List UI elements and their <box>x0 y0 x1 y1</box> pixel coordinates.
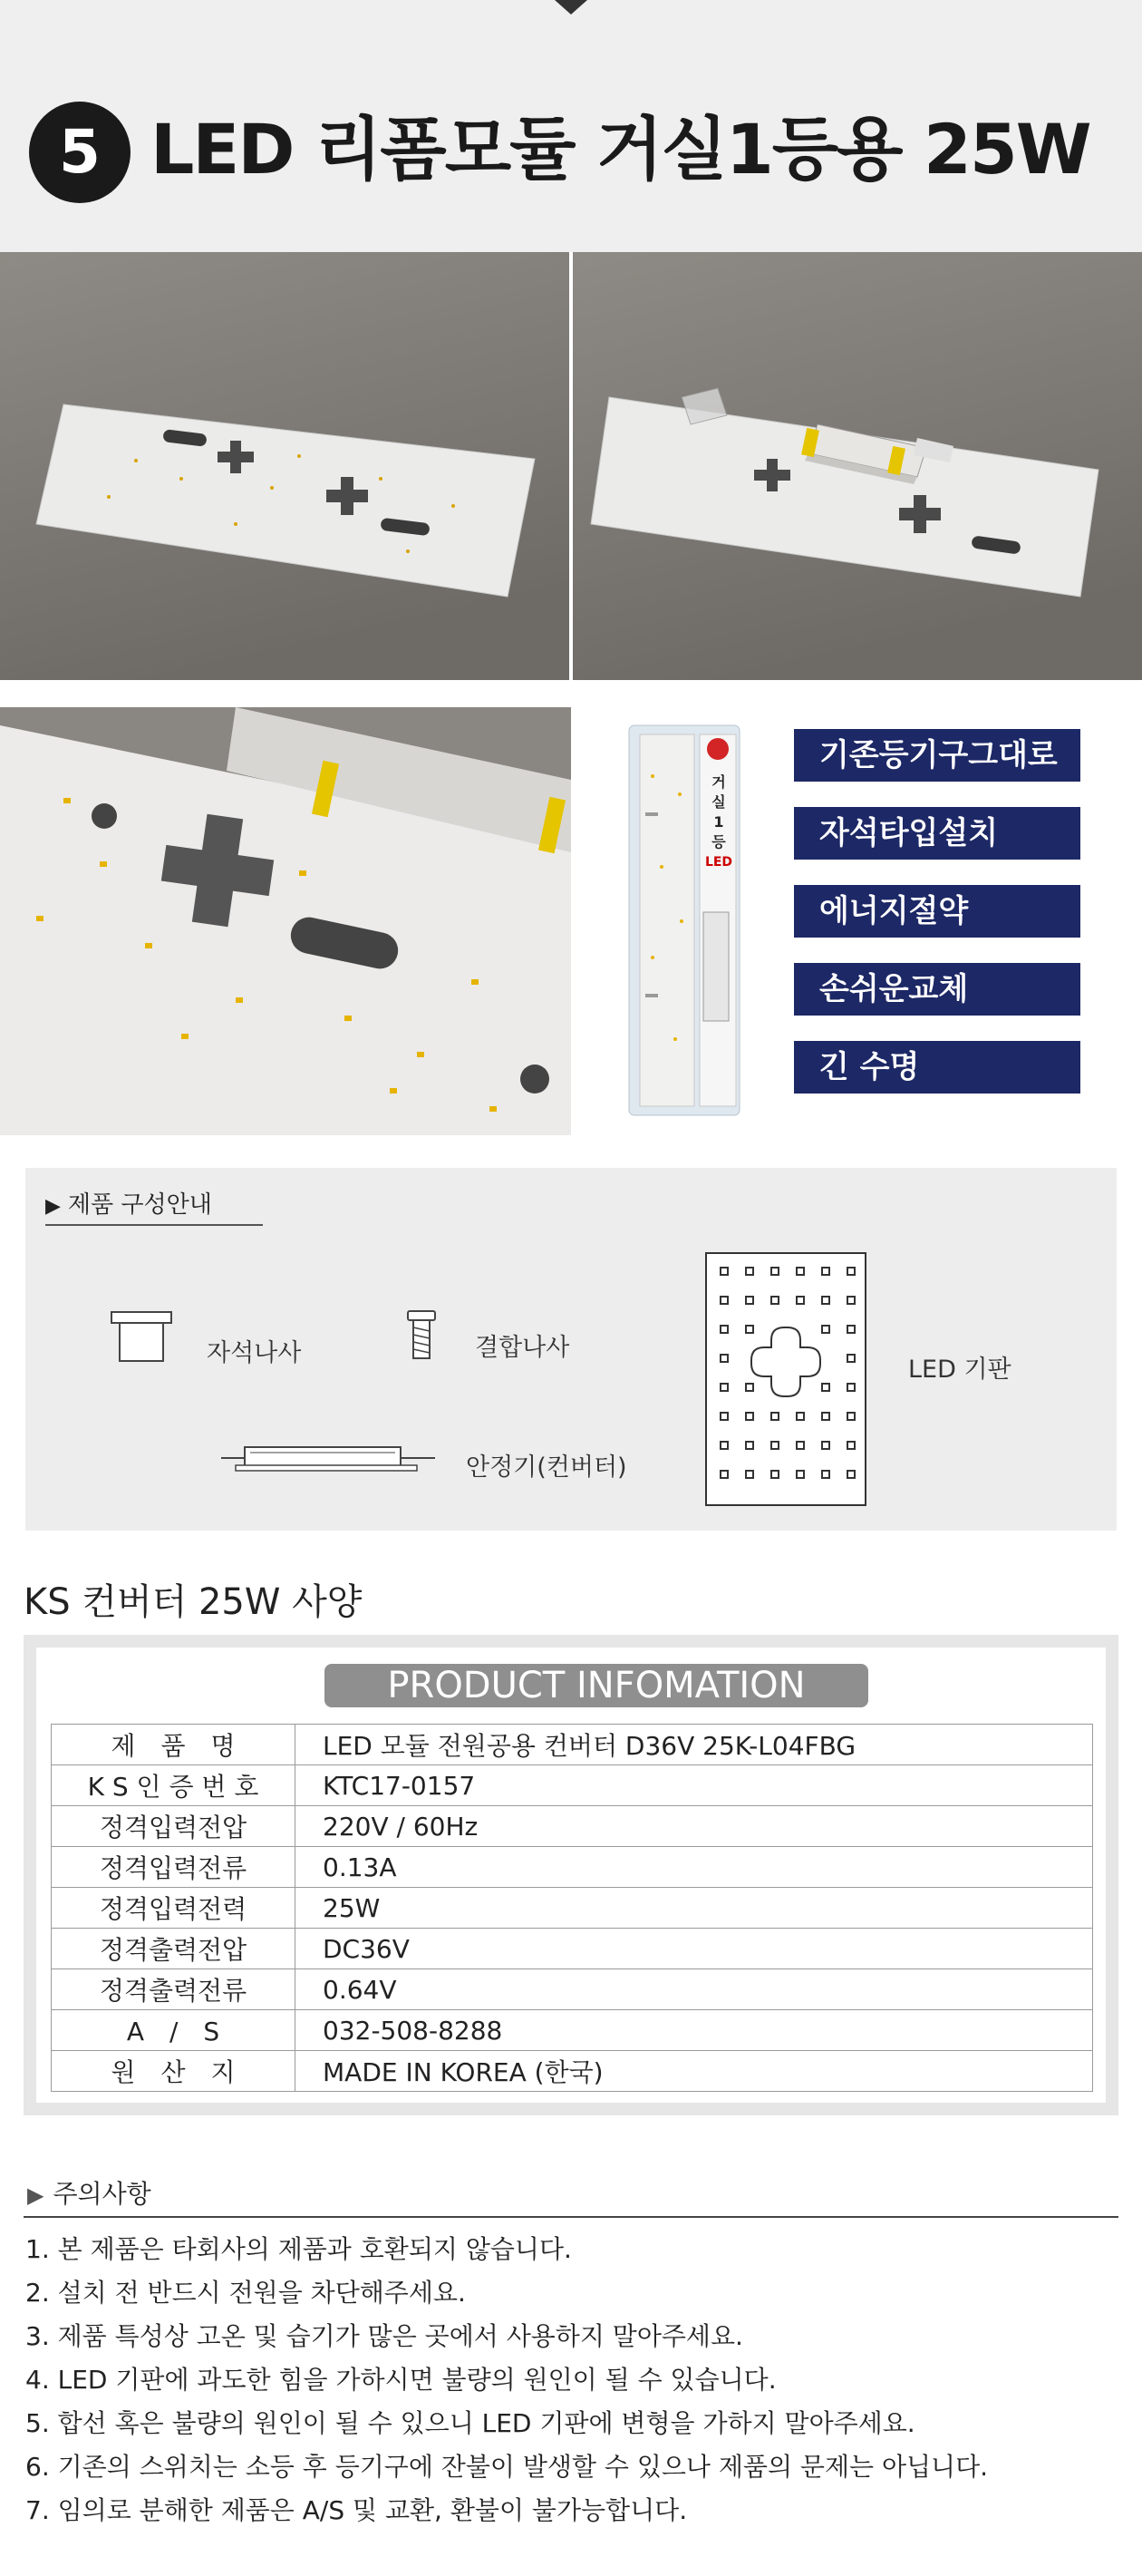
spec-table <box>51 1724 1093 2092</box>
caution-heading <box>27 2174 151 2211</box>
feature-badge: 기존등기구그대로 <box>794 729 1080 782</box>
table-row <box>52 1765 1093 1806</box>
package-label-brand: LED <box>704 855 733 870</box>
spec-key: 정격출력전압 <box>52 1929 295 1969</box>
led-board-icon <box>704 1251 867 1507</box>
spec-key: A / S <box>52 2010 295 2051</box>
list-item: 4. LED 기판에 과도한 힘을 가하시면 불량의 원인이 될 수 있습니다. <box>25 2365 777 2395</box>
list-item: 7. 임의로 분해한 제품은 A/S 및 교환, 환불이 불가능합니다. <box>25 2495 688 2525</box>
page-title: LED 리폼모듈 거실1등용 25W <box>150 109 1090 190</box>
converter-icon <box>218 1442 442 1474</box>
feature-badge: 긴 수명 <box>794 1041 1080 1094</box>
feature-badge: 에너지절약 <box>794 885 1080 938</box>
magnet-screw-icon <box>111 1311 174 1366</box>
package-label <box>703 773 734 872</box>
package-label-text: 1 <box>713 813 724 831</box>
spec-value: 032-508-8288 <box>295 2010 1093 2051</box>
spec-value: 220V / 60Hz <box>295 1806 1093 1847</box>
spec-key: 제 품 명 <box>52 1725 295 1765</box>
feature-badge: 손쉬운교체 <box>794 963 1080 1016</box>
composition-heading-underline <box>45 1224 263 1226</box>
triangle-icon: ▶ <box>45 1195 61 1218</box>
table-row <box>52 1969 1093 2010</box>
table-row <box>52 1806 1093 1847</box>
list-item: 5. 합선 혹은 불량의 원인이 될 수 있으니 LED 기판에 변형을 가하지 말아주세요. <box>25 2408 915 2438</box>
spec-value: 0.13A <box>295 1847 1093 1888</box>
list-item: 1. 본 제품은 타회사의 제품과 호환되지 않습니다. <box>25 2234 572 2264</box>
caution-divider <box>24 2216 1118 2218</box>
spec-banner: PRODUCT INFOMATION <box>324 1664 868 1707</box>
package-label-text: 실 <box>711 793 726 811</box>
spec-key: 정격입력전력 <box>52 1888 295 1929</box>
triangle-icon: ▶ <box>27 2182 44 2208</box>
bolt-icon <box>406 1309 437 1362</box>
spec-value: 0.64V <box>295 1969 1093 2010</box>
spec-key: 정격입력전류 <box>52 1847 295 1888</box>
spec-value: 25W <box>295 1888 1093 1929</box>
photo-module-with-converter <box>573 252 1142 680</box>
spec-value: DC36V <box>295 1929 1093 1969</box>
list-item: 2. 설치 전 반드시 전원을 차단해주세요. <box>25 2278 466 2308</box>
converter-label: 안정기(컨버터) <box>466 1453 627 1482</box>
table-row <box>52 1929 1093 1969</box>
header-notch <box>555 0 587 15</box>
package-label-text: 등 <box>711 833 726 851</box>
composition-section <box>25 1168 1117 1531</box>
list-item: 6. 기존의 스위치는 소등 후 등기구에 잔불이 발생할 수 있으나 제품의 문제는 아닙니다. <box>25 2452 989 2482</box>
spec-panel <box>36 1648 1106 2103</box>
table-row <box>52 1847 1093 1888</box>
caution-heading-text: 주의사항 <box>53 2179 151 2209</box>
spec-value: MADE IN KOREA (한국) <box>295 2051 1093 2092</box>
spec-key: 정격출력전류 <box>52 1969 295 2010</box>
section-number-badge: 5 <box>29 102 131 203</box>
magnet-screw-label: 자석나사 <box>207 1339 302 1367</box>
spec-key: 원 산 지 <box>52 2051 295 2092</box>
photo-closeup <box>0 707 571 1135</box>
table-row <box>52 1725 1093 1765</box>
spec-section <box>24 1635 1118 2115</box>
spec-key: 정격입력전압 <box>52 1806 295 1847</box>
spec-title: KS 컨버터 25W 사양 <box>24 1581 363 1623</box>
spec-key: K S 인 증 번 호 <box>52 1765 295 1806</box>
table-row <box>52 2051 1093 2092</box>
spec-value: KTC17-0157 <box>295 1765 1093 1806</box>
composition-heading <box>45 1186 212 1220</box>
list-item: 3. 제품 특성상 고온 및 습기가 많은 곳에서 사용하지 말아주세요. <box>25 2321 743 2351</box>
page-header <box>0 0 1142 252</box>
spec-value: LED 모듈 전원공용 컨버터 D36V 25K-L04FBG <box>295 1725 1093 1765</box>
led-board-label: LED 기판 <box>908 1356 1011 1384</box>
photo-led-module <box>0 252 569 680</box>
table-row <box>52 2010 1093 2051</box>
caution-list <box>25 2228 988 2532</box>
table-row <box>52 1888 1093 1929</box>
bolt-label: 결합나사 <box>475 1334 570 1362</box>
package-label-text: 거 <box>711 773 726 791</box>
composition-heading-text: 제품 구성안내 <box>67 1191 212 1219</box>
product-package-photo <box>625 722 743 1121</box>
feature-badge: 자석타입설치 <box>794 807 1080 860</box>
